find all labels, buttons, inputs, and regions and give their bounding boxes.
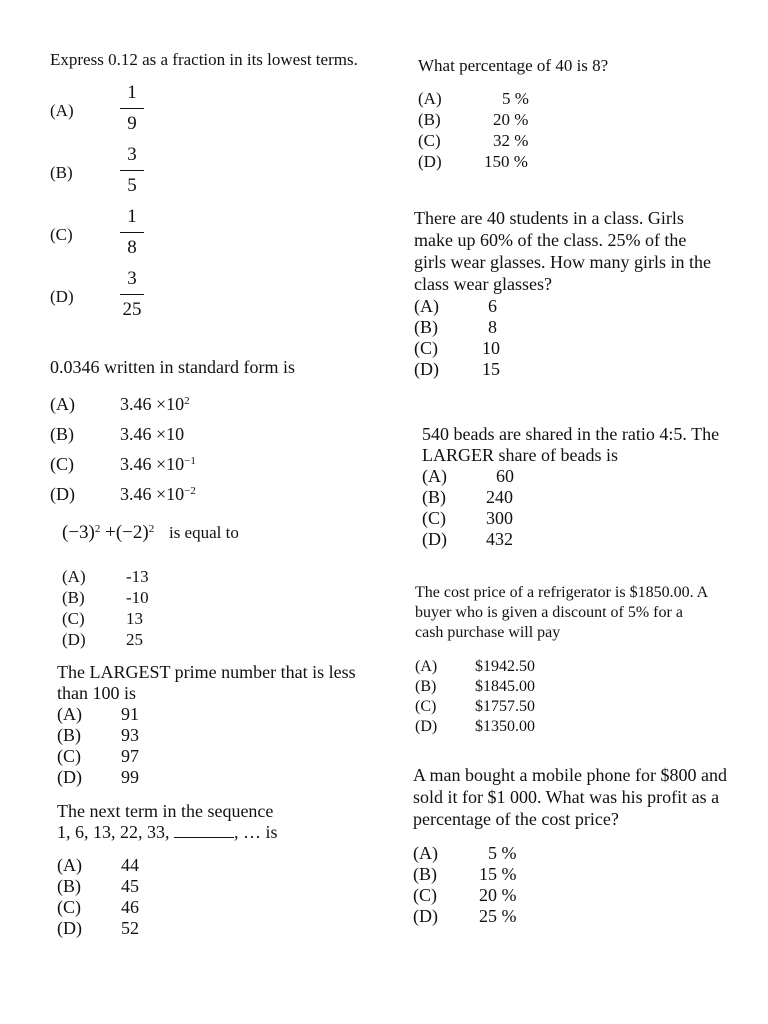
- question-9-option-d: [415, 717, 715, 737]
- question-3: [62, 522, 382, 650]
- question-7-option-d: [414, 358, 719, 379]
- question-10-option-d: [413, 905, 753, 926]
- question-5-option-a: [57, 855, 377, 876]
- question-10-option-a: [413, 842, 753, 863]
- option-label: (D): [57, 918, 82, 938]
- option-label: (D): [62, 630, 86, 649]
- option-value: 15 %: [479, 864, 517, 884]
- fraction: 3 5: [118, 142, 146, 199]
- question-8-option-d: [422, 529, 742, 550]
- option-value: 25 %: [479, 906, 517, 926]
- option-label: (B): [50, 163, 73, 182]
- question-6-option-c: [418, 130, 748, 151]
- option-value: $1845.00: [475, 678, 535, 695]
- fraction: 1 8: [118, 204, 146, 261]
- option-value: 91: [121, 704, 139, 724]
- option-value: 52: [121, 918, 139, 938]
- question-8-option-a: [422, 466, 742, 487]
- option-value: 10: [482, 338, 500, 358]
- question-10-option-b: [413, 863, 753, 884]
- option-label: (C): [415, 698, 437, 715]
- option-value: 46: [121, 897, 139, 917]
- question-5-option-c: [57, 897, 377, 918]
- option-label: (D): [50, 287, 74, 306]
- question-7-stem: There are 40 students in a class. Girls make up 60% of the class. 25% of the girls wear glasses. How many girls in the class wear glasses?: [414, 208, 716, 294]
- option-value: $1757.50: [475, 698, 535, 715]
- option-label: (A): [414, 296, 439, 316]
- question-6-option-d: [418, 151, 748, 172]
- option-label: (A): [57, 855, 82, 875]
- option-label: (C): [422, 508, 446, 528]
- question-6-option-b: [418, 109, 748, 130]
- option-label: (C): [50, 454, 74, 474]
- question-3-option-d: [62, 629, 382, 650]
- option-value: 5 %: [502, 89, 529, 108]
- question-8-stem: 540 beads are shared in the ratio 4:5. The LARGER share of beads is: [422, 424, 724, 465]
- option-value: 20 %: [479, 885, 517, 905]
- question-1-stem: Express 0.12 as a fraction in its lowest terms.: [50, 50, 358, 69]
- question-6-option-a: [418, 88, 748, 109]
- question-1-option-a: [50, 80, 380, 142]
- option-label: (D): [50, 484, 75, 504]
- question-9-stem: The cost price of a refrigerator is $1850.00. A buyer who is given a discount of 5% for a cash purchase will pay: [415, 584, 712, 641]
- option-label: (D): [57, 767, 82, 787]
- question-5-option-b: [57, 876, 377, 897]
- option-label: (C): [57, 746, 81, 766]
- question-4-stem: The LARGEST prime number that is less than 100 is: [57, 662, 361, 703]
- question-5-option-d: [57, 918, 377, 939]
- question-10-option-c: [413, 884, 753, 905]
- option-value: 3.46 ×10: [120, 424, 185, 444]
- question-3-option-a: [62, 566, 382, 587]
- option-label: (C): [57, 897, 81, 917]
- question-2-option-b: [50, 424, 380, 454]
- question-10: [413, 764, 753, 926]
- question-2-stem: 0.0346 written in standard form is: [50, 357, 295, 377]
- question-7-option-a: [414, 295, 719, 316]
- question-8-option-b: [422, 487, 742, 508]
- option-value: 432: [486, 529, 513, 549]
- option-label: (B): [413, 864, 437, 884]
- option-label: (D): [414, 359, 439, 379]
- question-10-stem: A man bought a mobile phone for $800 and sold it for $1 000. What was his profit as a percentage of the cost price?: [413, 765, 732, 829]
- question-9-option-a: [415, 657, 715, 677]
- fraction: 1 9: [118, 80, 146, 137]
- option-label: (B): [418, 110, 441, 129]
- question-1-option-d: [50, 266, 380, 328]
- question-9: [415, 583, 715, 737]
- option-label: (A): [50, 101, 74, 120]
- option-value: 44: [121, 855, 139, 875]
- question-1-option-b: [50, 142, 380, 204]
- question-2-option-c: [50, 454, 380, 484]
- option-label: (A): [415, 658, 438, 675]
- option-value: 99: [121, 767, 139, 787]
- option-label: (C): [50, 225, 73, 244]
- option-label: (C): [418, 131, 441, 150]
- question-7-option-c: [414, 337, 719, 358]
- question-5-stem-line1: The next term in the sequence: [57, 801, 274, 821]
- option-value: -13: [126, 567, 149, 586]
- option-value: 93: [121, 725, 139, 745]
- question-1: [50, 49, 380, 328]
- option-label: (D): [418, 152, 442, 171]
- question-2-option-d: [50, 484, 380, 514]
- question-3-option-c: [62, 608, 382, 629]
- question-9-option-b: [415, 677, 715, 697]
- answer-blank: [174, 823, 234, 838]
- option-label: (B): [57, 876, 81, 896]
- question-6-stem: What percentage of 40 is 8?: [418, 56, 609, 75]
- question-6: [418, 55, 748, 172]
- option-value: 8: [488, 317, 497, 337]
- question-9-option-c: [415, 697, 715, 717]
- option-label: (A): [57, 704, 82, 724]
- option-value: 300: [486, 508, 513, 528]
- question-4-option-a: [57, 704, 367, 725]
- question-7-option-b: [414, 316, 719, 337]
- option-value: $3.46 \times 10^{-1}$: [120, 454, 196, 474]
- question-4-option-c: [57, 746, 367, 767]
- question-4-option-d: [57, 767, 367, 788]
- option-label: (B): [422, 487, 446, 507]
- question-2-option-a: [50, 394, 380, 424]
- question-2: [50, 357, 380, 514]
- option-value: -10: [126, 588, 149, 607]
- option-label: (B): [50, 424, 74, 444]
- option-value: 25: [126, 630, 143, 649]
- option-value: 32 %: [493, 131, 529, 150]
- question-7: [414, 207, 719, 379]
- option-label: (B): [414, 317, 438, 337]
- option-value: 150 %: [484, 152, 528, 171]
- option-value: 240: [486, 487, 513, 507]
- question-4-option-b: [57, 725, 367, 746]
- option-value: $3.46 \times 10^{-2}$: [120, 484, 196, 504]
- option-label: (B): [57, 725, 81, 745]
- option-label: (D): [422, 529, 447, 549]
- option-label: (C): [413, 885, 437, 905]
- option-label: (A): [413, 843, 438, 863]
- question-5-stem-line2: 1, 6, 13, 22, 33, , … is: [57, 822, 278, 842]
- fraction: 3 25: [118, 266, 146, 323]
- option-label: (C): [62, 609, 85, 628]
- option-value: 97: [121, 746, 139, 766]
- option-value: 60: [496, 466, 514, 486]
- option-label: (B): [62, 588, 85, 607]
- option-label: (A): [62, 567, 86, 586]
- question-8: [422, 424, 742, 550]
- option-value: 5 %: [488, 843, 517, 863]
- option-value: 45: [121, 876, 139, 896]
- question-8-option-c: [422, 508, 742, 529]
- option-value: $1350.00: [475, 718, 535, 735]
- option-value: $3.46 \times 10^2$: [120, 394, 190, 414]
- question-5: [57, 801, 377, 939]
- option-label: (D): [413, 906, 438, 926]
- option-value: 13: [126, 609, 143, 628]
- option-value: 6: [488, 296, 497, 316]
- option-label: (A): [50, 394, 75, 414]
- question-4: [57, 662, 367, 788]
- option-label: (D): [415, 718, 438, 735]
- option-value: 15: [482, 359, 500, 379]
- question-3-option-b: [62, 587, 382, 608]
- option-label: (A): [418, 89, 442, 108]
- question-1-option-c: [50, 204, 380, 266]
- option-value: $1942.50: [475, 658, 535, 675]
- question-3-stem: $(-3)^2 +(-2)^2$ is equal to: [62, 522, 239, 543]
- option-label: (A): [422, 466, 447, 486]
- option-label: (B): [415, 678, 437, 695]
- option-label: (C): [414, 338, 438, 358]
- option-value: 20 %: [493, 110, 529, 129]
